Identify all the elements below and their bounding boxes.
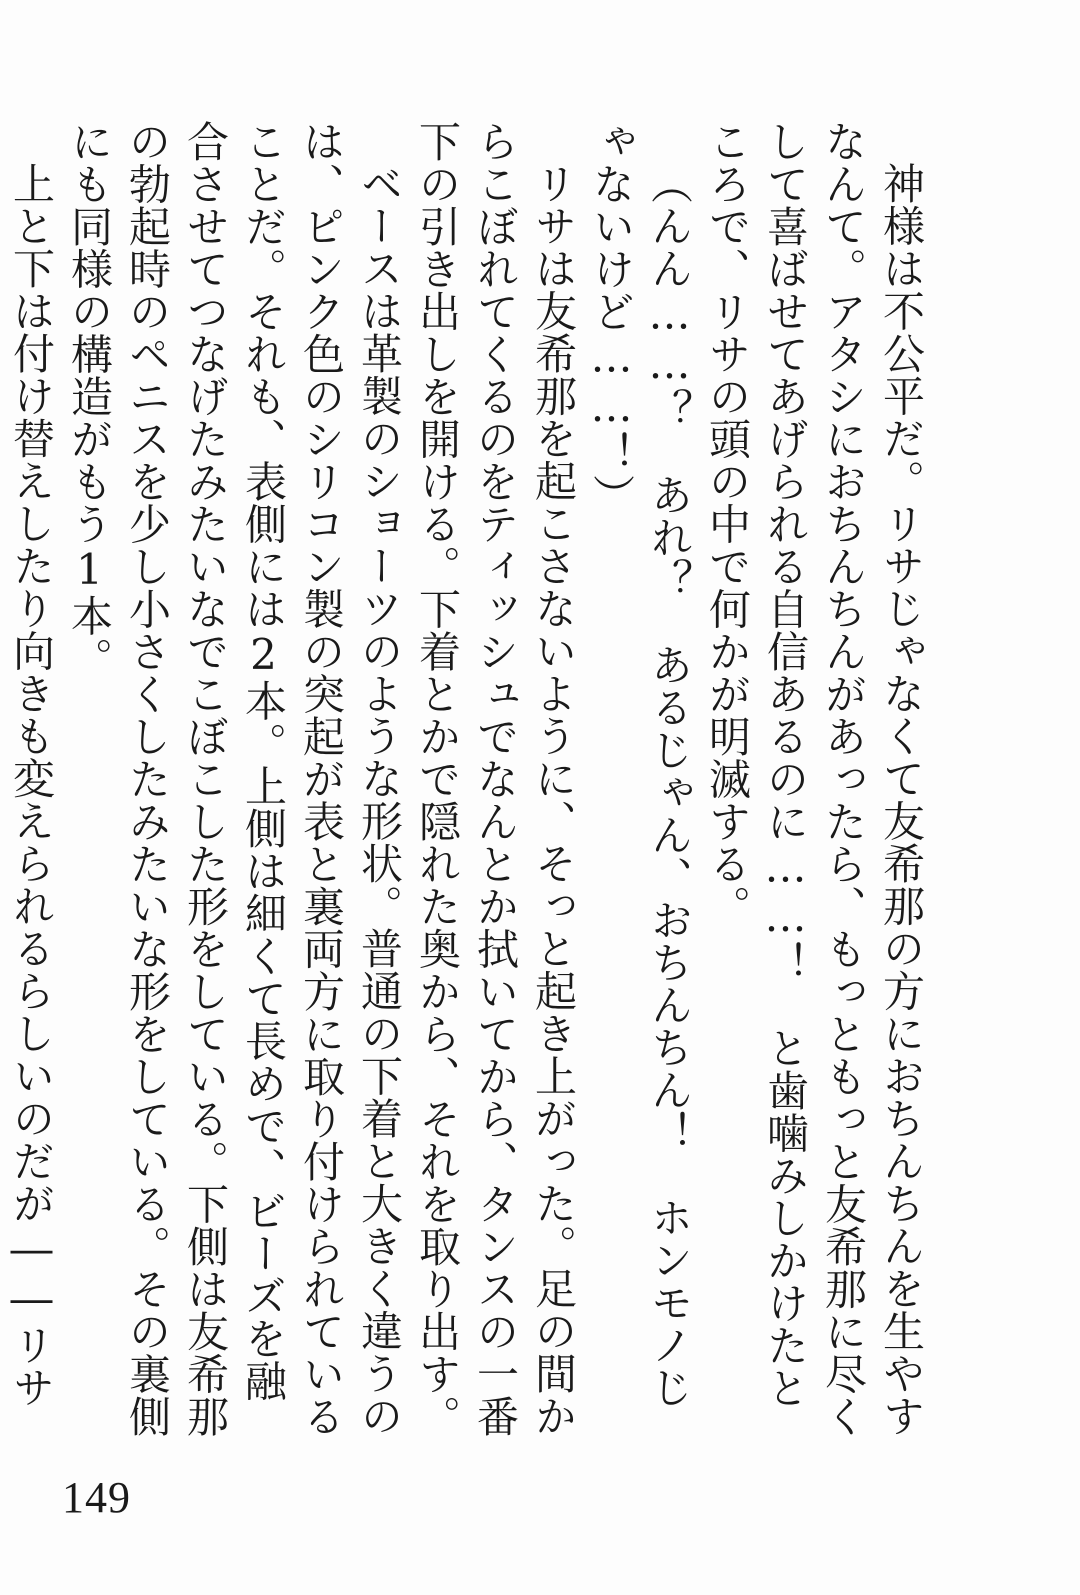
paragraph: 神様は不公平だ。リサじゃなくて友希那の方におちんちんを生やすなんて。アタシにおちんちんがあったら、もっともっと友希那に尽くして喜ばせてあげられる自信あるのに……！ と歯噛みしかけたところで、リサの頭の中で何かが明滅する。 [703, 120, 926, 1438]
paragraph: リサは友希那を起こさないように、そっと起き上がった。足の間からこぼれてくるのをティッシュでなんとか拭いてから、タンスの一番下の引き出しを開ける。下着とかで隠れた奥から、それを取り出す。 [413, 120, 578, 1438]
paragraph: （んん……？ あれ？ あるじゃん、おちんちん！ ホンモノじゃないけど……！） [587, 120, 694, 1409]
page-number: 149 [62, 1473, 131, 1522]
body-text [0, 120, 930, 1440]
paragraph: ベースは革製のショーツのような形状。普通の下着と大きく違うのは、ピンク色のシリコン製の突起が表と裏両方に取り付けられていることだ。それも、表側には2本。上側は細くて長めで、ビーズを融合させてつなげたみたいなでこぼこした形をしている。下側は友希那の勃起時のペニスを少し小さくしたみたいな形をしている。その裏側にも同様の構造がもう1本。 [65, 120, 404, 1438]
paragraph: 上と下は付け替えしたり向きも変えられるらしいのだが――リサ [7, 162, 56, 1409]
